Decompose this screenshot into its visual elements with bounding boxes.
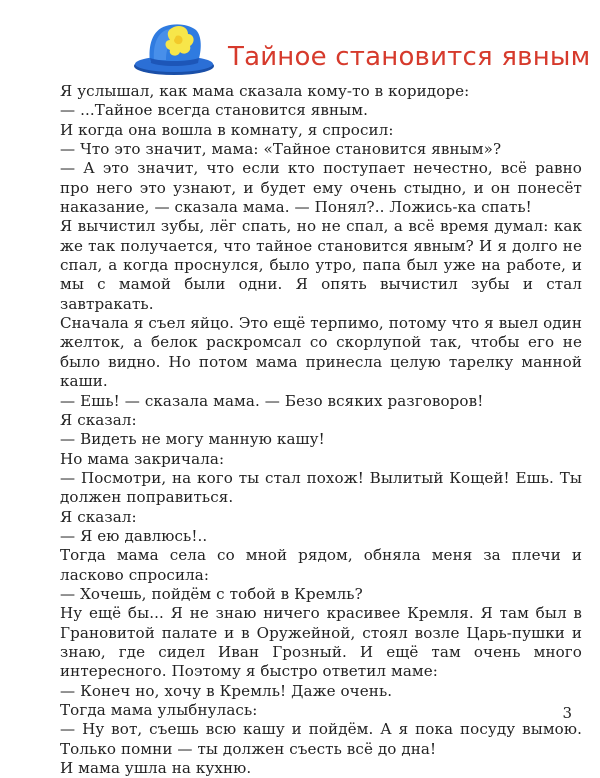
paragraph: Тогда мама улыбнулась: — [60, 701, 258, 719]
paragraph: — Конеч но, хочу в Кремль! Даже очень. — [60, 681, 393, 700]
paragraph: — Видеть не могу манную кашу! — [60, 430, 325, 449]
paragraph: Я сказал: — [60, 410, 137, 429]
hat-icon — [132, 18, 216, 78]
chapter-header — [132, 18, 591, 78]
paragraph: Сначала я съел яйцо. Это ещё терпимо, потому что я выел один желток, а белок раскромсал со скорлупой так, чтобы его не было видно. Но потом мама принесла целую тарелку манной каши. — [60, 314, 582, 391]
paragraph: — Я ею давлюсь!.. — [60, 526, 208, 545]
paragraph: Ну ещё бы... Я не знаю ничего красивее Кремля. Я там был в Грановитой палате и в Оружейной, стоял возле Царь-пушки и знаю, где сидел Иван Грозный. И ещё там очень много интересного. Поэтому я быстро ответил маме: — [60, 604, 582, 681]
paragraph: — А это значит, что если кто поступает нечестно, всё равно про него это узнают, и будет ему очень стыдно, и он понесёт наказание, — сказала мама. — Понял?.. Ложись-ка спать! — [60, 159, 582, 217]
paragraph: — Ешь! — сказала мама. — Безо всяких разговоров! — [60, 391, 484, 410]
paragraph: — Хочешь, пойдём с тобой в Кремль? — [60, 584, 363, 603]
paragraph: — Посмотри, на кого ты стал похож! Вылитый Кощей! Ешь. Ты должен поправиться. — [60, 468, 582, 507]
page-number: 3 — [562, 704, 572, 722]
paragraph: И мама ушла на кухню. — [60, 759, 252, 778]
story-text — [60, 82, 582, 778]
paragraph: Я сказал: — [60, 507, 137, 526]
paragraph: И когда она вошла в комнату, я спросил: — [60, 120, 394, 139]
paragraph: Тогда мама села со мной рядом, обняла меня за плечи и ласково спросила: — [60, 546, 582, 584]
paragraph: Но мама закричала: — [60, 449, 225, 468]
paragraph: Я вычистил зубы, лёг спать, но не спал, а всё время думал: как же так получается, что тайное становится явным? И я долго не спал, а когда проснулся, было утро, папа был уже на работе, и мы с мамой были одни. Я опять вычистил зубы и стал завтракать. — [60, 217, 582, 313]
paragraph: Я услышал, как мама сказала кому-то в коридоре: — [60, 82, 470, 100]
paragraph: — Что это значит, мама: «Тайное становится явным»? — [60, 140, 502, 159]
paragraph: — ...Тайное всегда становится явным. — [60, 101, 369, 120]
paragraph: — Ну вот, съешь всю кашу и пойдём. А я пока посуду вымою. Только помни — ты должен съесть всё до дна! — [60, 720, 582, 758]
chapter-title: Тайное становится явным — [228, 42, 591, 72]
